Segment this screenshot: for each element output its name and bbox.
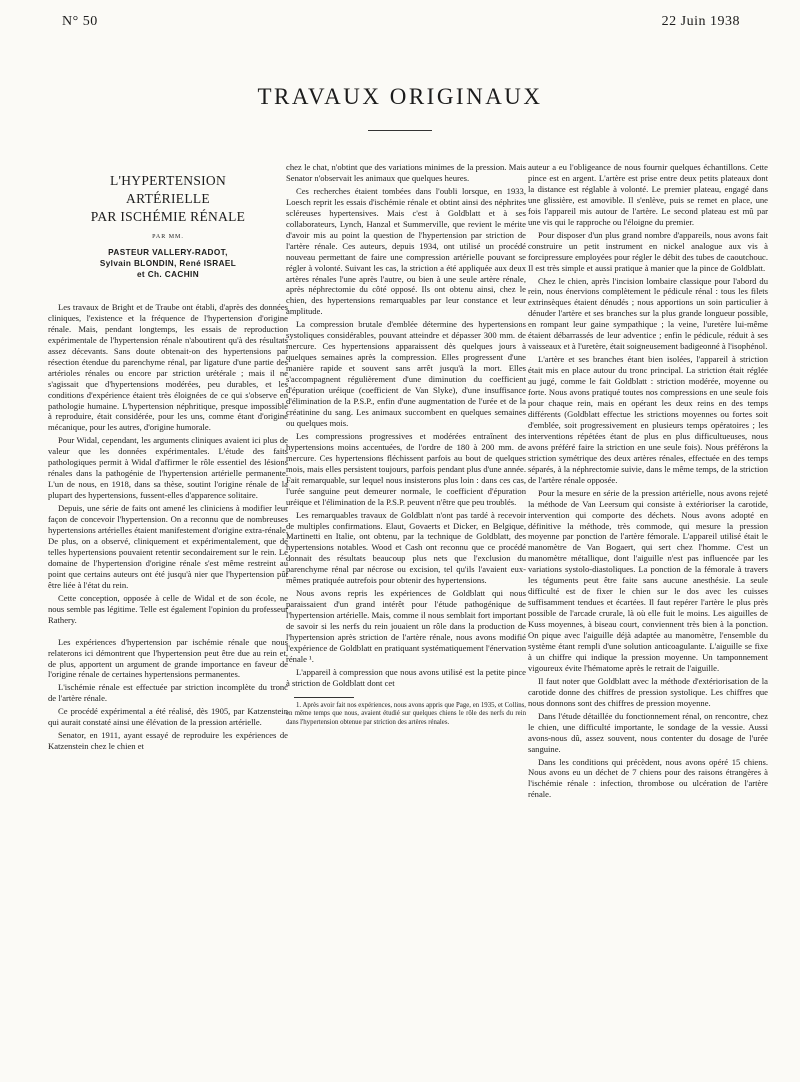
column-1 [48, 172, 288, 754]
paragraph: Les remarquables travaux de Goldblatt n'ont pas tardé à recevoir de multiples confirmations. Elaut, Govaerts et Dicker, en Belgique, Martinetti en Italie, ont obtenu, par la technique de Goldblatt, des hypertensions notables. Wood et Cash ont reconnu que ce procédé donnait des résultats beaucoup plus nets que l'exclusion du parenchyme rénal par nécrose ou excision, tel qu'ils l'avaient eux-mêmes pratiquée autrefois pour obtenir des hypertensions. [286, 509, 526, 586]
article-title [48, 172, 288, 226]
footnote-rule [294, 697, 354, 698]
paragraph: Pour Widal, cependant, les arguments cliniques avaient ici plus de valeur que les données expérimentales. L'étude des faits pathologiques permit à Widal d'affirmer le rôle essentiel des lésions rénales dans la pathogénie de l'hypertension artérielle permanente. L'un de nous, en 1918, dans sa thèse, soutint l'origine rénale de la plupart des hypertensions, fussent-elles d'apparence solitaire. [48, 435, 288, 501]
paragraph: Cette conception, opposée à celle de Widal et de son école, ne nous semble pas légitime. Telle est également l'opinion du professeur Rathery. [48, 592, 288, 625]
author-line: et Ch. CACHIN [136, 269, 200, 279]
paragraph: L'appareil à compression que nous avons utilisé est la petite pince à striction de Goldblatt dont cet [286, 666, 526, 688]
paragraph: Dans les conditions qui précèdent, nous avons opéré 15 chiens. Nous avons eu un déchet de 7 chiens pour des raisons étrangères à l'ischémie rénale : infection, thrombose ou ulcération de l'artère rénale. [528, 756, 768, 800]
article-title-line: PAR ISCHÉMIE RÉNALE [90, 209, 246, 224]
paragraph: Dans l'étude détaillée du fonctionnement rénal, on rencontre, chez le chien, une difficulté importante, le sondage de la vessie. Aussi avons-nous dû, assez souvent, nous contenter du dosage de l'urée sanguine. [528, 710, 768, 754]
paragraph: Ce procédé expérimental a été réalisé, dès 1905, par Katzenstein qui aurait constaté ainsi une élévation de la pression artérielle. [48, 706, 288, 728]
paragraph: Il faut noter que Goldblatt avec la méthode d'extériorisation de la carotide donne des chiffres de pression systolique. Les chiffres que nous donnons sont des chiffres de pression moyenne. [528, 675, 768, 708]
column-3 [528, 162, 768, 802]
paragraph: Les travaux de Bright et de Traube ont établi, d'après des données cliniques, l'existence et la fréquence de l'hypertension d'origine rénale. Mais, pendant longtemps, les essais de reproduction expérimentale de l'hypertension rénale n'aboutirent qu'à des résultats assez décevants. Sans doute obtenait-on des hypertensions par résection étendue du parenchyme rénal, par ligature d'une partie des artérioles rénales ou encore par striction urétérale ; mais il ne s'agissait que d'hypertensions modérées, peu durables, et les conditions d'expérience étaient très éloignées de ce qui s'observe en pathologie humaine. L'hypertension néphritique, presque impossible à reproduire, était considérée, pour les uns, comme étant d'origine mécanique, pour les autres, d'origine humorale. [48, 301, 288, 433]
paragraph: chez le chat, n'obtint que des variations minimes de la pression. Mais Senator n'observait les animaux que quelques heures. [286, 162, 526, 183]
author-line: PASTEUR VALLERY-RADOT, [108, 247, 228, 257]
article-title-line: L'HYPERTENSION [109, 173, 227, 188]
issue-date: 22 Juin 1938 [661, 14, 740, 29]
paragraph: Chez le chien, après l'incision lombaire classique pour l'abord du rein, nous énervions complètement le pédicule rénal : tous les filets extrinsèques étaient dénudés ; nous apportions un soin particulier à dénuder l'artère et ses branches sur la plus grande longueur possible, en rompant leur gaine sympathique ; la veine, l'uretère lui-même étaient débarrassés de leur adventice ; enfin le pédicule, réduit à ses vaisseaux et à l'uretère, était soigneusement badigeonné à l'isophénol. [528, 275, 768, 352]
paragraph: Ces recherches étaient tombées dans l'oubli lorsque, en 1933, Loesch reprit les essais d'ischémie rénale et obtint ainsi des néphrites scléreuses hypertensives. Mais c'est à Goldblatt et à ses collaborateurs, Lynch, Hanzal et Summerville, que revient le mérite d'avoir mis au point la question de l'hypertension par striction de l'artère rénale. Ces auteurs, depuis 1934, ont utilisé un procédé nouveau permettant de faire une compression artérielle pouvant se régler à volonté. Suivant les cas, la striction a été appliquée aux deux artères rénales l'une après l'autre, ou bien à une seule artère rénale, après néphrectomie du côté opposé. Ils ont obtenu ainsi, chez le chien, des hypertensions remarquables par leur constance et leur amplitude. [286, 185, 526, 317]
title-rule [368, 130, 432, 131]
paragraph: Les expériences d'hypertension par ischémie rénale que nous relaterons ici démontrent que l'hypertension peut être due au rein et, de plus, apportent un argument de grande importance en faveur de l'origine rénale de certaines hypertensions permanentes. [48, 636, 288, 680]
paragraph: auteur a eu l'obligeance de nous fournir quelques échantillons. Cette pince est en argent. L'artère est prise entre deux petits plateaux dont la distance est réglable à volonté. Le premier plateau, engagé dans une glissière, est amovible. Il s'enlève, puis se remet en place, une fois l'appareil mis autour de l'artère. Le second plateau est mû par une vis qui le rapproche ou l'éloigne du premier. [528, 162, 768, 227]
footnote: 1. Après avoir fait nos expériences, nous avons appris que Page, en 1935, et Collins, en même temps que nous, avaient étudié sur quelques chiens le rôle des nerfs du rein dans l'hypertension obtenue par striction des artères rénales. [286, 701, 526, 726]
paragraph: Depuis, une série de faits ont amené les cliniciens à modifier leur façon de concevoir l'hypertension. On a reconnu que de nombreuses hypertensions artérielles étaient manifestement d'origine extra-rénale. De plus, on a observé, cliniquement et expérimentalement, que de telles hypertensions pouvaient retentir secondairement sur le rein. Le domaine de l'hypertension d'origine rénale s'est même restreint au point que certains auteurs ont été jusqu'à nier que l'hypertension pût être liée à l'état du rein. [48, 503, 288, 590]
paragraph-gap [48, 628, 288, 637]
paragraph: Les compressions progressives et modérées entraînent des hypertensions moins accentuées, de l'ordre de 180 à 200 mm. de mercure. Ces hypertensions fléchissent parfois au bout de quelques mois, mais elles persistent toujours, parfois pendant plus d'une année. Fait remarquable, sur lequel nous insisterons plus loin : dans ces cas, l'urée sanguine peut demeurer normale, le coefficient d'épuration uréique et l'élimination de la P.S.P. peuvent n'être que peu troublés. [286, 430, 526, 507]
issue-number: N° 50 [62, 14, 98, 29]
paragraph: Pour disposer d'un plus grand nombre d'appareils, nous avons fait construire un petit instrument en nickel analogue aux vis à forcipressure employées pour régler le débit des tubes de caoutchouc. Il est très simple et aussi pratique à manier que la pince de Goldblatt. [528, 229, 768, 273]
byline-label: PAR MM. [152, 234, 184, 240]
section-title: TRAVAUX ORIGINAUX [257, 84, 543, 109]
paragraph: Nous avons repris les expériences de Goldblatt qui nous paraissaient d'un grand intérêt pour l'étude pathogénique de l'hypertension artérielle. Mais, comme il nous semblait fort important de savoir si les nerfs du rein jouaient un rôle dans la production de l'hypertension après striction de l'artère rénale, nous avons modifié l'expérience de Goldblatt en pratiquant systématiquement l'énervation rénale ¹. [286, 588, 526, 664]
author-line: Sylvain BLONDIN, René ISRAEL [99, 258, 237, 268]
paragraph: Pour la mesure en série de la pression artérielle, nous avons rejeté la méthode de Van Leersum qui consiste à extérioriser la carotide, intervention qui comporte des déchets. Nous avons adopté en définitive la méthode, très commode, qui mesure la pression moyenne par ponction de l'artère fémorale. L'appareil utilisé était le manomètre de Van Bogaert, qui sert chez l'homme. C'est un manomètre métallique, dont l'aiguille n'est pas influencée par les variations systolo-diastoliques. La ponction de la fémorale à travers les téguments peut être faite sans aucune anesthésie. La seule difficulté est de fixer le chien sur le dos avec les cuisses suffisamment tendues et écartées. Il faut repérer l'artère le plus près possible de l'arcade crurale, là où elle fuit le moins. Les aiguilles de Kuss moyennes, à biseau court, conviennent très bien à la ponction. On pique avec l'aiguille déjà adaptée au manomètre, l'ensemble du système étant rempli d'une solution anticoagulante. L'aiguille se fixe à un chiffre qui indique la pression moyenne. Un tamponnement vigoureux évite l'hématome après le retrait de l'aiguille. [528, 487, 768, 673]
article-title-line: ARTÉRIELLE [126, 191, 210, 206]
paragraph: L'artère et ses branches étant bien isolées, l'appareil à striction était mis en place autour du tronc principal. La striction était réglée au jugé, comme le fait Goldblatt : striction modérée, moyenne ou forte. Nous avons pratiqué toutes nos compressions en une seule fois pour chaque rein, mais en opérant les deux reins en des temps différents (Goldblatt effectue les strictions moyennes ou fortes soit d'emblée, soit progressivement en plusieurs temps opératoires ; les interventions répétées étant de plus en plus difficultueuses, nous avons préféré faire la striction en une seule fois). Nous préférons la striction symétrique des deux artères rénales, effectuée en des temps séparés, à la néphrectomie suivie, dans le même temps, de la striction de l'artère rénale opposée. [528, 354, 768, 485]
column-2 [286, 162, 526, 727]
paragraph: La compression brutale d'emblée détermine des hypertensions systoliques considérables, pouvant atteindre et dépasser 300 mm. de mercure. Ces hypertensions apparaissent dès quelques jours à quelques semaines après la compression. Elles progressent d'une manière rapide et souvent sans arrêt jusqu'à la mort. Elles s'accompagnent régulièrement d'une diminution du coefficient d'épuration uréique (coefficient de Van Slyke), d'une insuffisance d'élimination de la P.S.P., enfin d'une augmentation de l'urée et de la créatinine du sang. Les animaux succombent en quelques semaines ou quelques mois. [286, 319, 526, 428]
paragraph: Senator, en 1911, ayant essayé de reproduire les expériences de Katzenstein chez le chien et [48, 730, 288, 752]
paragraph: L'ischémie rénale est effectuée par striction incomplète du tronc de l'artère rénale. [48, 682, 288, 704]
